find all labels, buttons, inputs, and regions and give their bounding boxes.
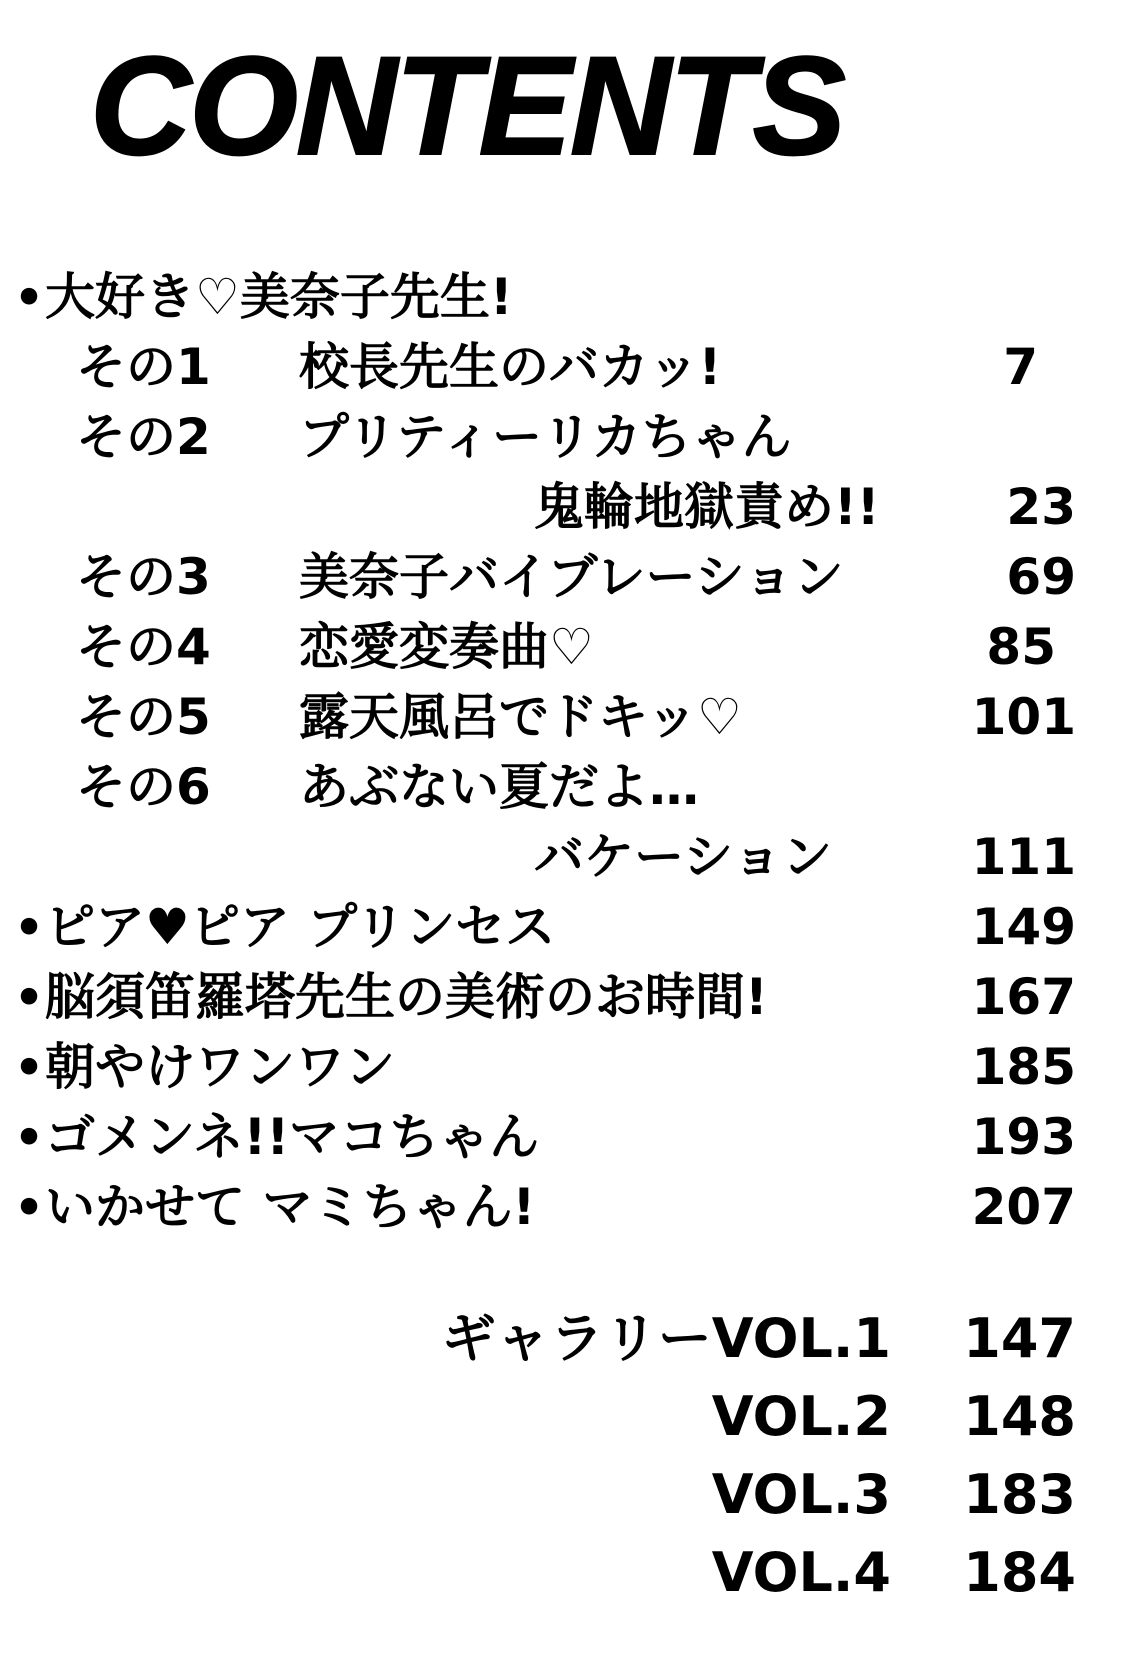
toc-page-number: 85 bbox=[986, 618, 1056, 676]
toc-sub-title: プリティーリカちゃん bbox=[299, 408, 792, 466]
toc-entry[interactable] bbox=[14, 1102, 1076, 1172]
toc-sub-entry[interactable] bbox=[14, 542, 1076, 612]
page-title: CONTENTS bbox=[90, 27, 844, 184]
toc-entry[interactable] bbox=[14, 262, 1076, 332]
toc-sub-entry[interactable] bbox=[14, 402, 1076, 472]
bullet-icon: • bbox=[14, 271, 45, 326]
toc-sub-entry[interactable] bbox=[14, 752, 1076, 822]
toc-page-number: 7 bbox=[1003, 338, 1038, 396]
toc-sub-title: 鬼輪地獄責め!! bbox=[534, 478, 880, 536]
toc-page-number: 149 bbox=[971, 898, 1076, 956]
toc-sub-entry-continued[interactable] bbox=[14, 822, 1076, 892]
toc-page-number: 23 bbox=[1006, 478, 1076, 536]
toc-page-number: 69 bbox=[1006, 548, 1076, 606]
toc-page-number: 111 bbox=[971, 828, 1076, 886]
gallery-label: ギャラリーVOL.1 bbox=[441, 1307, 891, 1370]
toc-entry-label: ゴメンネ!!マコちゃん bbox=[45, 1108, 540, 1166]
toc-page-number: 101 bbox=[971, 688, 1076, 746]
toc-sub-title: 美奈子バイブレーション bbox=[299, 548, 844, 606]
toc-sub-number: その2 bbox=[76, 408, 211, 466]
toc-sub-entry[interactable] bbox=[14, 332, 1076, 402]
gallery-page-number: 184 bbox=[963, 1541, 1076, 1604]
toc-entry-label: 脳須笛羅塔先生の美術のお時間! bbox=[45, 968, 768, 1026]
gallery-label: VOL.3 bbox=[711, 1463, 891, 1526]
toc-entry-label: いかせて マミちゃん! bbox=[45, 1178, 536, 1236]
toc-entry[interactable] bbox=[14, 892, 1076, 962]
toc-sub-number: その1 bbox=[76, 338, 211, 396]
toc-page-number: 193 bbox=[971, 1108, 1076, 1166]
gallery-label: VOL.2 bbox=[711, 1385, 891, 1448]
gallery-page-number: 147 bbox=[963, 1307, 1076, 1370]
toc-sub-title: あぶない夏だよ… bbox=[299, 758, 699, 816]
toc-page-number: 207 bbox=[971, 1178, 1076, 1236]
toc-sub-title: バケーション bbox=[534, 828, 832, 886]
toc-entry-label: 大好き♡美奈子先生! bbox=[45, 268, 513, 326]
gallery-list bbox=[14, 1300, 1076, 1612]
toc-sub-title: 校長先生のバカッ! bbox=[299, 338, 722, 396]
bullet-icon: • bbox=[14, 1111, 45, 1166]
toc-sub-entry[interactable] bbox=[14, 682, 1076, 752]
gallery-page-number: 148 bbox=[963, 1385, 1076, 1448]
toc-sub-number: その4 bbox=[76, 618, 211, 676]
gallery-label: VOL.4 bbox=[711, 1541, 891, 1604]
toc-sub-entry[interactable] bbox=[14, 612, 1076, 682]
bullet-icon: • bbox=[14, 971, 45, 1026]
bullet-icon: • bbox=[14, 901, 45, 956]
gallery-row[interactable] bbox=[14, 1300, 1076, 1378]
toc-sub-title: 露天風呂でドキッ♡ bbox=[299, 688, 742, 746]
toc-sub-number: その6 bbox=[76, 758, 211, 816]
toc-sub-entry-continued[interactable] bbox=[14, 472, 1076, 542]
bullet-icon: • bbox=[14, 1041, 45, 1096]
toc-sub-number: その5 bbox=[76, 688, 211, 746]
toc-entry-label: ピア♥ピア プリンセス bbox=[45, 898, 556, 956]
gallery-row[interactable] bbox=[14, 1378, 1076, 1456]
gallery-row[interactable] bbox=[14, 1456, 1076, 1534]
toc-entry[interactable] bbox=[14, 962, 1076, 1032]
toc-page-number: 167 bbox=[971, 968, 1076, 1026]
table-of-contents bbox=[14, 262, 1076, 1242]
gallery-row[interactable] bbox=[14, 1534, 1076, 1612]
toc-entry[interactable] bbox=[14, 1032, 1076, 1102]
toc-entry[interactable] bbox=[14, 1172, 1076, 1242]
gallery-page-number: 183 bbox=[963, 1463, 1076, 1526]
toc-page-number: 185 bbox=[971, 1038, 1076, 1096]
toc-sub-number: その3 bbox=[76, 548, 211, 606]
bullet-icon: • bbox=[14, 1181, 45, 1236]
toc-entry-label: 朝やけワンワン bbox=[45, 1038, 396, 1096]
toc-sub-title: 恋愛変奏曲♡ bbox=[299, 618, 594, 676]
